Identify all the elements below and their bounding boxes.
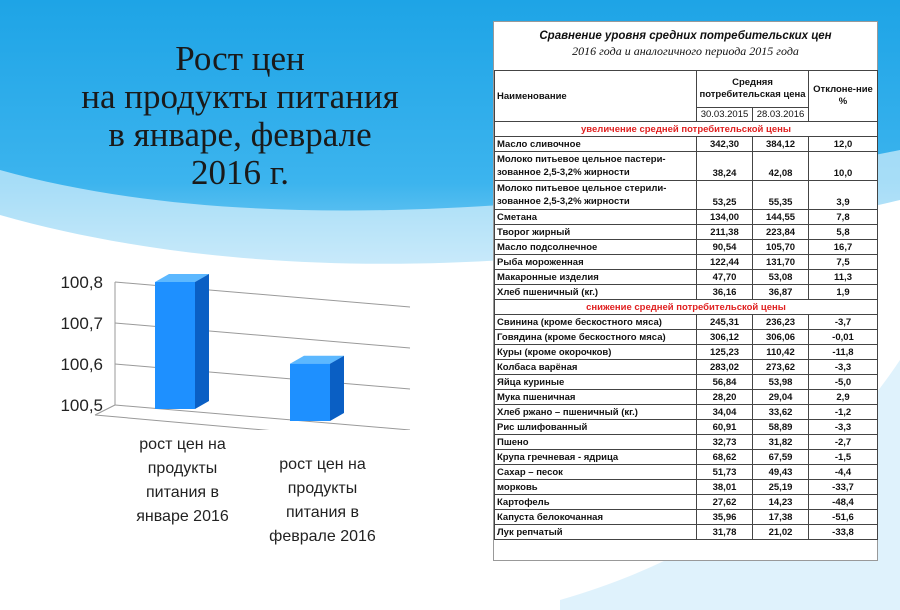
category-label-line: продукты <box>287 480 358 497</box>
column-header-date: 30.03.2015 <box>697 108 753 122</box>
table-row <box>495 525 878 540</box>
y-tick-label: 100,7 <box>60 314 103 333</box>
title-line: в январе, феврале <box>108 115 372 154</box>
cell-product-name: Капуста белокочанная <box>495 510 697 525</box>
table-row <box>495 510 878 525</box>
cell-price-2016: 14,23 <box>753 495 809 510</box>
table-title-line: Сравнение уровня средних потребительских цен <box>539 30 832 42</box>
cell-deviation: -33,7 <box>809 480 878 495</box>
cell-product-name: Крупа гречневая - ядрица <box>495 450 697 465</box>
section-header-increase: увеличение средней потребительской цены <box>495 122 878 137</box>
title-line: Рост цен <box>175 39 305 78</box>
axis-line <box>95 415 388 430</box>
table-row <box>495 495 878 510</box>
table-row <box>495 480 878 495</box>
section-header-decrease: снижение средней потребительской цены <box>495 300 878 315</box>
cell-price-2016: 306,06 <box>753 330 809 345</box>
cell-deviation: 2,9 <box>809 390 878 405</box>
bar <box>155 282 195 409</box>
cell-product-name: Масло сливочное <box>495 137 697 152</box>
price-table <box>494 70 878 540</box>
table-row <box>495 181 878 210</box>
cell-product-name: Картофель <box>495 495 697 510</box>
table-row <box>495 255 878 270</box>
cell-price-2016: 131,70 <box>753 255 809 270</box>
cell-price-2016: 53,08 <box>753 270 809 285</box>
cell-product-name: морковь <box>495 480 697 495</box>
table-row <box>495 375 878 390</box>
cell-price-2015: 36,16 <box>697 285 753 300</box>
cell-deviation: -33,8 <box>809 525 878 540</box>
cell-deviation: -48,4 <box>809 495 878 510</box>
cell-price-2016: 384,12 <box>753 137 809 152</box>
y-tick-label: 100,6 <box>60 355 103 374</box>
table-title-line: 2016 года и аналогичного периода 2015 года <box>572 44 799 58</box>
cell-price-2015: 35,96 <box>697 510 753 525</box>
title-line: на продукты питания <box>81 77 399 116</box>
table-row <box>495 450 878 465</box>
cell-price-2015: 38,01 <box>697 480 753 495</box>
table-row <box>495 345 878 360</box>
cell-price-2015: 306,12 <box>697 330 753 345</box>
cell-product-name: Мука пшеничная <box>495 390 697 405</box>
cell-price-2016: 36,87 <box>753 285 809 300</box>
column-header-avg-price: Средняя потребительская цена <box>697 71 809 108</box>
cell-deviation: 1,9 <box>809 285 878 300</box>
cell-price-2015: 38,24 <box>697 152 753 181</box>
title-line: 2016 г. <box>191 153 289 192</box>
cell-product-name: Рис шлифованный <box>495 420 697 435</box>
cell-product-name: Молоко питьевое цельное пастери-зованное 2,5-3,2% жирности <box>495 152 697 181</box>
cell-price-2016: 55,35 <box>753 181 809 210</box>
table-row <box>495 435 878 450</box>
cell-price-2016: 49,43 <box>753 465 809 480</box>
cell-price-2015: 27,62 <box>697 495 753 510</box>
category-label-line: питания в <box>145 484 220 501</box>
bar-side <box>330 356 344 421</box>
category-label-line: рост цен на <box>139 436 226 453</box>
cell-price-2015: 211,38 <box>697 225 753 240</box>
cell-product-name: Говядина (кроме бескостного мяса) <box>495 330 697 345</box>
cell-price-2015: 31,78 <box>697 525 753 540</box>
cell-deviation: -1,5 <box>809 450 878 465</box>
cell-price-2016: 33,62 <box>753 405 809 420</box>
cell-deviation: 12,0 <box>809 137 878 152</box>
slide-title <box>40 40 440 192</box>
cell-price-2015: 56,84 <box>697 375 753 390</box>
cell-deviation: 7,8 <box>809 210 878 225</box>
cell-deviation: -5,0 <box>809 375 878 390</box>
cell-deviation: 3,9 <box>809 181 878 210</box>
cell-price-2016: 67,59 <box>753 450 809 465</box>
cell-price-2016: 223,84 <box>753 225 809 240</box>
cell-price-2015: 245,31 <box>697 315 753 330</box>
cell-price-2016: 110,42 <box>753 345 809 360</box>
category-label-line: рост цен на <box>279 456 366 473</box>
cell-price-2016: 25,19 <box>753 480 809 495</box>
cell-price-2016: 105,70 <box>753 240 809 255</box>
column-header-date: 28.03.2016 <box>753 108 809 122</box>
table-row <box>495 465 878 480</box>
cell-product-name: Колбаса варёная <box>495 360 697 375</box>
table-row <box>495 152 878 181</box>
cell-price-2016: 273,62 <box>753 360 809 375</box>
cell-deviation: -4,4 <box>809 465 878 480</box>
cell-product-name: Яйца куриные <box>495 375 697 390</box>
cell-product-name: Масло подсолнечное <box>495 240 697 255</box>
cell-product-name: Молоко питьевое цельное стерили-зованное 2,5-3,2% жирности <box>495 181 697 210</box>
cell-price-2015: 122,44 <box>697 255 753 270</box>
bar-side <box>195 274 209 409</box>
cell-price-2015: 134,00 <box>697 210 753 225</box>
bar-chart <box>20 255 440 430</box>
table-row <box>495 137 878 152</box>
cell-price-2015: 90,54 <box>697 240 753 255</box>
cell-product-name: Сахар – песок <box>495 465 697 480</box>
cell-price-2015: 32,73 <box>697 435 753 450</box>
column-header-name: Наименование <box>495 71 697 122</box>
table-row <box>495 270 878 285</box>
cell-price-2015: 283,02 <box>697 360 753 375</box>
cell-deviation: -2,7 <box>809 435 878 450</box>
category-label-line: питания в <box>285 504 360 521</box>
cell-price-2015: 51,73 <box>697 465 753 480</box>
table-row <box>495 315 878 330</box>
cell-product-name: Пшено <box>495 435 697 450</box>
cell-deviation: -0,01 <box>809 330 878 345</box>
cell-price-2016: 42,08 <box>753 152 809 181</box>
cell-deviation: 11,3 <box>809 270 878 285</box>
table-row <box>495 360 878 375</box>
cell-deviation: 16,7 <box>809 240 878 255</box>
cell-price-2016: 31,82 <box>753 435 809 450</box>
y-tick-label: 100,5 <box>60 396 103 415</box>
bar <box>290 364 330 421</box>
category-label-line: феврале 2016 <box>269 528 376 545</box>
cell-product-name: Творог жирный <box>495 225 697 240</box>
cell-deviation: -51,6 <box>809 510 878 525</box>
cell-price-2016: 58,89 <box>753 420 809 435</box>
category-label <box>110 433 255 529</box>
cell-deviation: 5,8 <box>809 225 878 240</box>
cell-price-2015: 60,91 <box>697 420 753 435</box>
table-row <box>495 285 878 300</box>
table-row <box>495 405 878 420</box>
cell-product-name: Хлеб ржано – пшеничный (кг.) <box>495 405 697 420</box>
category-label-line: январе 2016 <box>136 508 229 525</box>
cell-price-2015: 34,04 <box>697 405 753 420</box>
cell-deviation: -11,8 <box>809 345 878 360</box>
cell-price-2016: 17,38 <box>753 510 809 525</box>
table-title <box>494 22 877 70</box>
y-tick-label: 100,8 <box>60 273 103 292</box>
cell-product-name: Рыба мороженная <box>495 255 697 270</box>
cell-deviation: -1,2 <box>809 405 878 420</box>
cell-price-2015: 125,23 <box>697 345 753 360</box>
table-row <box>495 330 878 345</box>
cell-price-2015: 342,30 <box>697 137 753 152</box>
price-comparison-panel <box>493 21 878 561</box>
cell-price-2016: 21,02 <box>753 525 809 540</box>
cell-product-name: Лук репчатый <box>495 525 697 540</box>
cell-price-2016: 236,23 <box>753 315 809 330</box>
cell-price-2016: 144,55 <box>753 210 809 225</box>
column-header-deviation: Отклоне-ние % <box>809 71 878 122</box>
cell-product-name: Свинина (кроме бескостного мяса) <box>495 315 697 330</box>
cell-deviation: -3,3 <box>809 420 878 435</box>
cell-deviation: 10,0 <box>809 152 878 181</box>
cell-price-2015: 28,20 <box>697 390 753 405</box>
table-row <box>495 225 878 240</box>
cell-product-name: Куры (кроме окорочков) <box>495 345 697 360</box>
table-row <box>495 210 878 225</box>
category-label <box>250 453 395 549</box>
cell-deviation: -3,3 <box>809 360 878 375</box>
cell-product-name: Макаронные изделия <box>495 270 697 285</box>
cell-price-2015: 68,62 <box>697 450 753 465</box>
cell-product-name: Хлеб пшеничный (кг.) <box>495 285 697 300</box>
cell-price-2015: 47,70 <box>697 270 753 285</box>
cell-deviation: -3,7 <box>809 315 878 330</box>
category-label-line: продукты <box>147 460 218 477</box>
cell-price-2016: 29,04 <box>753 390 809 405</box>
table-row <box>495 420 878 435</box>
cell-product-name: Сметана <box>495 210 697 225</box>
cell-deviation: 7,5 <box>809 255 878 270</box>
cell-price-2015: 53,25 <box>697 181 753 210</box>
table-row <box>495 390 878 405</box>
cell-price-2016: 53,98 <box>753 375 809 390</box>
table-row <box>495 240 878 255</box>
